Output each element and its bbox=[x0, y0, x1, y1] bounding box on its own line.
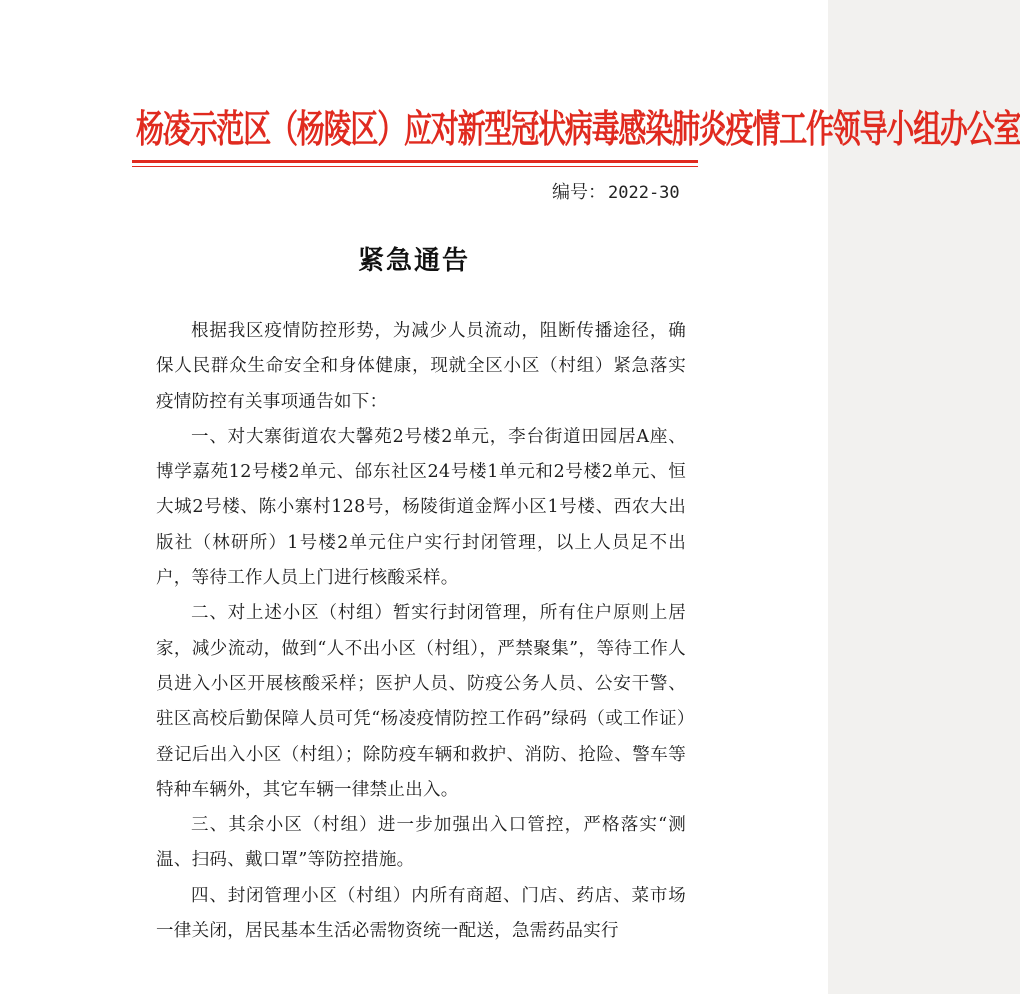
paragraph-item-1: 一、对大寨街道农大馨苑2号楼2单元，李台街道田园居A座、博学嘉苑12号楼2单元、邰东社区24号楼1单元和2号楼2单元、恒大城2号楼、陈小寨村128号，杨陵街道金辉小区1号楼、西农大出版社（林研所）1号楼2单元住户实行封闭管理，以上人员足不出户，等待工作人员上门进行核酸采样。 bbox=[156, 426, 686, 589]
notice-title: 紧急通告 bbox=[357, 246, 470, 276]
paragraph-intro: 根据我区疫情防控形势，为减少人员流动，阻断传播途径，确保人民群众生命安全和身体健康，现就全区小区（村组）紧急落实疫情防控有关事项通告如下： bbox=[156, 321, 686, 412]
notice-body bbox=[156, 314, 686, 949]
paragraph-item-4: 四、封闭管理小区（村组）内所有商超、门店、药店、菜市场一律关闭，居民基本生活必需物资统一配送，急需药品实行 bbox=[156, 885, 686, 942]
header-red-rule-thin bbox=[132, 166, 698, 167]
header-red-rule bbox=[132, 160, 698, 163]
paragraph-item-2: 二、对上述小区（村组）暂实行封闭管理，所有住户原则上居家，减少流动，做到“人不出小区（村组），严禁聚集”，等待工作人员进入小区开展核酸采样；医护人员、防疫公务人员、公安干警、驻区高校后勤保障人员可凭“杨凌疫情防控工作码”绿码（或工作证）登记后出入小区（村组）；除防疫车辆和救护、消防、抢险、警车等特种车辆外，其它车辆一律禁止出入。 bbox=[156, 603, 686, 800]
document-number-label: 编号： bbox=[552, 182, 606, 203]
issuer-header: 杨凌示范区（杨陵区）应对新型冠状病毒感染肺炎疫情工作领导小组办公室 bbox=[136, 106, 1020, 152]
paragraph-item-3: 三、其余小区（村组）进一步加强出入口管控，严格落实“测温、扫码、戴口罩”等防控措施。 bbox=[156, 815, 686, 871]
document-number-value: 2022-30 bbox=[608, 183, 680, 203]
document-number bbox=[552, 178, 680, 204]
